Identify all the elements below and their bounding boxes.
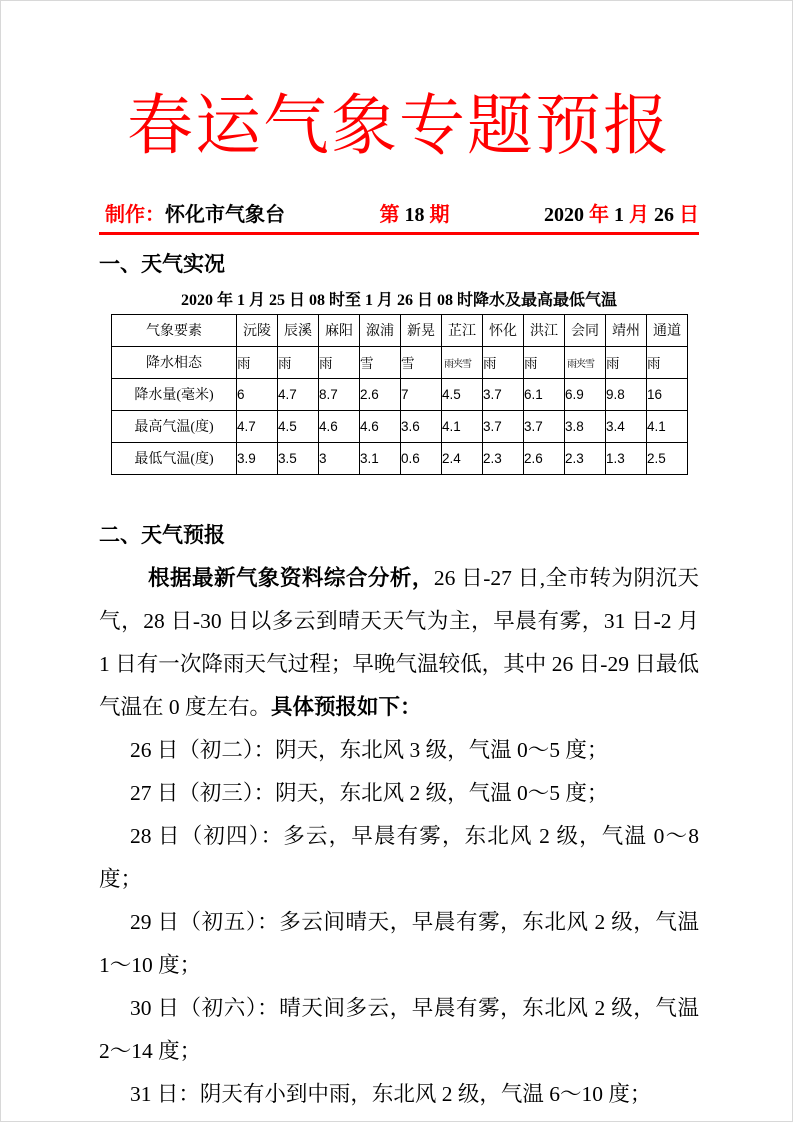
date-year-label: 年	[584, 203, 614, 226]
table-header-cell: 溆浦	[360, 314, 401, 346]
table-cell: 雨	[606, 346, 647, 378]
date-day-label: 日	[674, 203, 699, 226]
issue-number: 18	[404, 203, 425, 226]
paragraph-bold-lead: 根据最新气象资料综合分析，	[148, 565, 434, 590]
paragraph-body-text: 26 日-27 日,全市转为阴沉天气，28 日-30 日以多云到晴天天气为主，早晨有雾，31 日-2 月 1 日有一次降雨天气过程；早晚气温较低，其中 26 日-29 日最低气温在 0 度左右。	[99, 565, 699, 719]
table-cell: 雨夹雪	[442, 346, 483, 378]
produce-label: 制作：	[105, 203, 165, 226]
table-header-cell: 新晃	[401, 314, 442, 346]
table-cell: 3.7	[483, 378, 524, 410]
producer-group	[105, 198, 285, 227]
forecast-item-day30: 30 日（初六）：晴天间多云，早晨有雾，东北风 2 级，气温 2～14 度；	[99, 995, 699, 1063]
forecast-summary-paragraph	[99, 557, 699, 729]
row-label: 降水相态	[112, 346, 237, 378]
table-cell: 16	[647, 378, 688, 410]
table-cell: 3.9	[237, 442, 278, 474]
table-cell: 2.4	[442, 442, 483, 474]
table-title: 2020 年 1 月 25 日 08 时至 1 月 26 日 08 时降水及最高最低气温	[180, 291, 617, 309]
table-header-cell: 沅陵	[237, 314, 278, 346]
table-header-row	[112, 314, 688, 346]
table-cell: 4.7	[237, 410, 278, 442]
table-row-min-temp	[112, 442, 688, 474]
table-cell: 4.5	[278, 410, 319, 442]
table-cell: 3.4	[606, 410, 647, 442]
document-title: 春运气象专题预报	[127, 90, 671, 163]
table-cell: 7	[401, 378, 442, 410]
issue-suffix: 期	[424, 203, 450, 226]
section2-heading: 二、天气预报	[99, 522, 225, 547]
table-cell: 4.6	[360, 410, 401, 442]
table-header-cell: 通道	[647, 314, 688, 346]
table-cell: 2.6	[360, 378, 401, 410]
table-cell: 8.7	[319, 378, 360, 410]
table-cell: 雪	[360, 346, 401, 378]
table-cell: 2.3	[483, 442, 524, 474]
date-year: 2020	[544, 203, 584, 226]
table-header-cell: 靖州	[606, 314, 647, 346]
table-cell: 3	[319, 442, 360, 474]
table-cell: 4.6	[319, 410, 360, 442]
date-month: 1	[614, 203, 624, 226]
producer-name: 怀化市气象台	[165, 203, 285, 226]
table-header-cell: 会同	[565, 314, 606, 346]
table-cell: 2.5	[647, 442, 688, 474]
date-month-label: 月	[624, 203, 654, 226]
table-cell: 3.6	[401, 410, 442, 442]
table-row-max-temp	[112, 410, 688, 442]
forecast-item-day26: 26 日（初二）：阴天，东北风 3 级，气温 0～5 度；	[130, 737, 609, 762]
table-cell: 雪	[401, 346, 442, 378]
table-cell: 4.1	[647, 410, 688, 442]
row-label: 降水量(毫米)	[112, 378, 237, 410]
table-cell: 雨	[483, 346, 524, 378]
table-cell: 6.1	[524, 378, 565, 410]
table-cell: 雨	[237, 346, 278, 378]
table-cell: 雨	[319, 346, 360, 378]
date-group	[544, 198, 699, 227]
table-cell: 1.3	[606, 442, 647, 474]
table-header-cell: 洪江	[524, 314, 565, 346]
forecast-item-day28: 28 日（初四）：多云，早晨有雾，东北风 2 级，气温 0～8 度；	[99, 823, 699, 891]
table-cell: 3.7	[483, 410, 524, 442]
forecast-item-day31: 31 日：阴天有小到中雨，东北风 2 级，气温 6～10 度；	[130, 1081, 652, 1106]
issue-prefix: 第	[379, 203, 405, 226]
table-cell: 3.8	[565, 410, 606, 442]
table-cell: 2.3	[565, 442, 606, 474]
table-cell: 3.7	[524, 410, 565, 442]
table-cell: 雨夹雪	[565, 346, 606, 378]
table-cell: 3.1	[360, 442, 401, 474]
date-day: 26	[654, 203, 674, 226]
divider-rule	[99, 232, 699, 235]
table-cell: 6	[237, 378, 278, 410]
weather-observation-table	[111, 314, 688, 475]
table-cell: 4.5	[442, 378, 483, 410]
table-header-cell: 辰溪	[278, 314, 319, 346]
table-cell: 雨	[524, 346, 565, 378]
table-cell: 雨	[647, 346, 688, 378]
table-cell: 雨	[278, 346, 319, 378]
forecast-item-day27: 27 日（初三）：阴天，东北风 2 级，气温 0～5 度；	[130, 780, 609, 805]
paragraph-bold-tail: 具体预报如下：	[271, 694, 422, 719]
issue-group	[380, 198, 450, 227]
meta-row	[99, 198, 699, 227]
table-row-precip-phase	[112, 346, 688, 378]
table-header-cell: 怀化	[483, 314, 524, 346]
table-cell: 3.5	[278, 442, 319, 474]
table-cell: 4.7	[278, 378, 319, 410]
row-label: 最低气温(度)	[112, 442, 237, 474]
table-cell: 4.1	[442, 410, 483, 442]
table-header-cell: 麻阳	[319, 314, 360, 346]
row-label: 最高气温(度)	[112, 410, 237, 442]
section1-heading: 一、天气实况	[99, 251, 225, 276]
table-header-cell: 气象要素	[112, 314, 237, 346]
table-header-cell: 芷江	[442, 314, 483, 346]
table-cell: 2.6	[524, 442, 565, 474]
table-cell: 9.8	[606, 378, 647, 410]
forecast-item-day29: 29 日（初五）：多云间晴天，早晨有雾，东北风 2 级，气温 1～10 度；	[99, 909, 699, 977]
table-cell: 0.6	[401, 442, 442, 474]
table-cell: 6.9	[565, 378, 606, 410]
table-row-precip-amount	[112, 378, 688, 410]
